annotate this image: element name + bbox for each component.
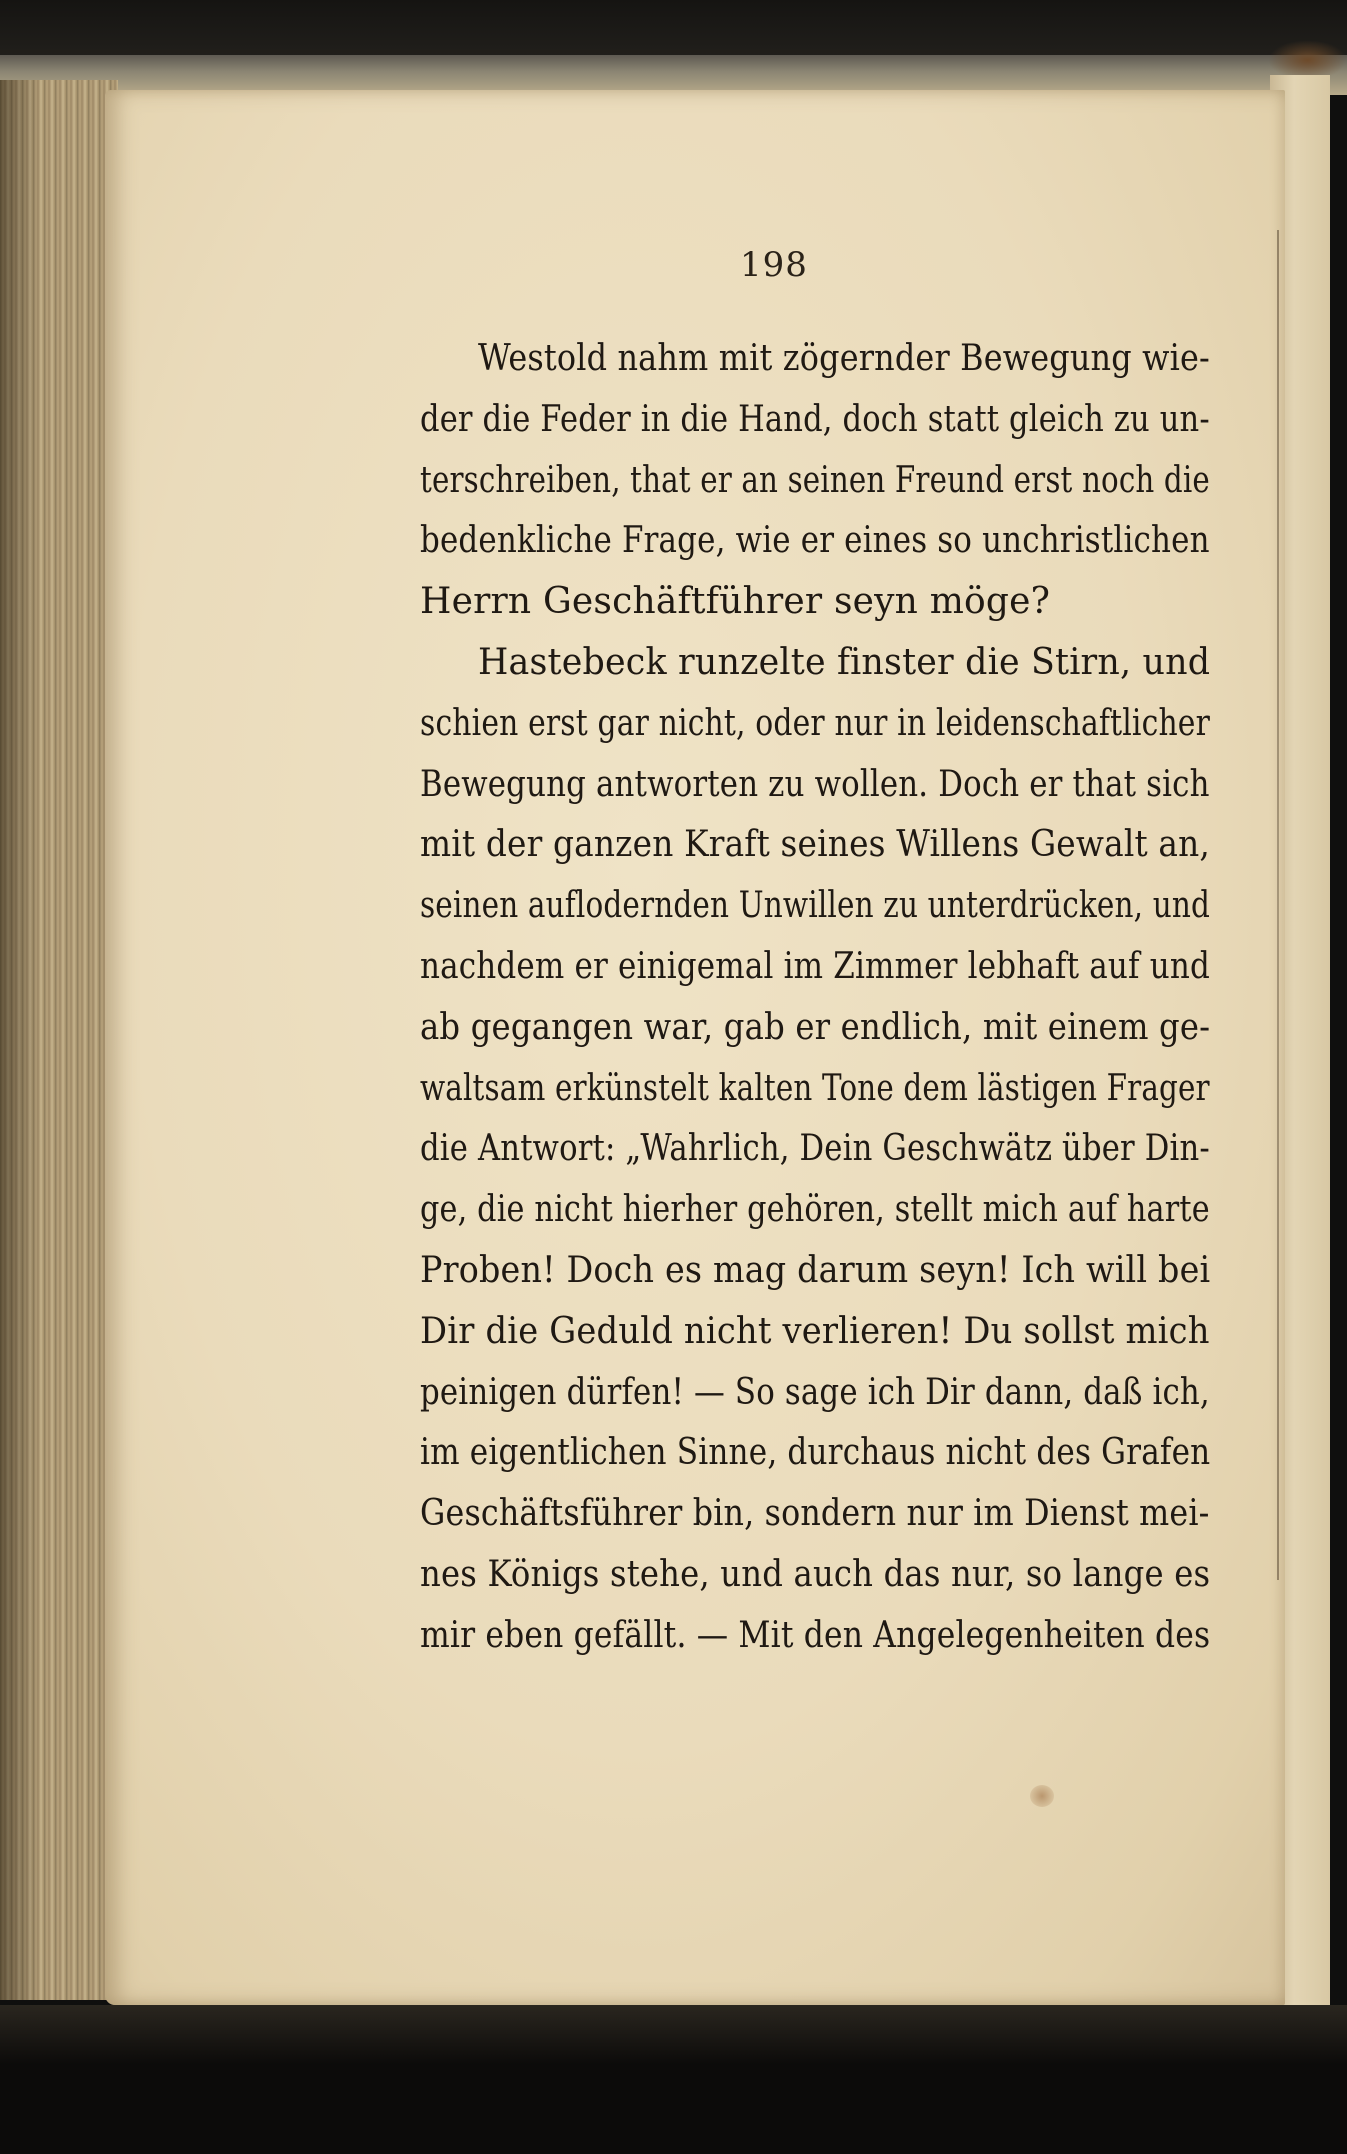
text-line: ab gegangen war, gab er endlich, mit einem ge-: [420, 1006, 1211, 1048]
text-line: der die Feder in die Hand, doch statt gleich zu un-: [420, 398, 1210, 440]
text-line: mir eben gefällt. — Mit den Angelegenheiten des: [420, 1614, 1211, 1656]
text-line: ge, die nicht hierher gehören, stellt mich auf harte: [420, 1189, 1210, 1231]
text-line: waltsam erkünstelt kalten Tone dem lästigen Frager: [420, 1067, 1210, 1109]
text-line: mit der ganzen Kraft seines Willens Gewalt an,: [420, 824, 1211, 866]
text-line: im eigentlichen Sinne, durchaus nicht des Grafen: [420, 1432, 1211, 1474]
text-line: Geschäftsführer bin, sondern nur im Dienst mei-: [420, 1493, 1210, 1535]
text-line: nachdem er einigemal im Zimmer lebhaft auf und: [420, 946, 1210, 987]
bottom-background: [0, 2005, 1347, 2154]
text-line: Bewegung antworten zu wollen. Doch er that sich: [420, 763, 1210, 805]
text-line: terschreiben, that er an seinen Freund erst noch die: [420, 459, 1210, 501]
text-line: Hastebeck runzelte finster die Stirn, und: [478, 642, 1211, 683]
page-number: 198: [740, 245, 808, 285]
top-background: [0, 0, 1347, 62]
paper-stain: [1030, 1785, 1054, 1807]
text-line: peinigen dürfen! — So sage ich Dir dann, daß ich,: [420, 1371, 1210, 1413]
gutter-line: [1277, 230, 1279, 1580]
text-line: Dir die Geduld nicht verlieren! Du sollst mich: [420, 1310, 1210, 1352]
book-head-edge: [0, 55, 1347, 95]
text-line: Herrn Geschäftführer seyn möge?: [420, 581, 1051, 623]
text-line: die Antwort: „Wahrlich, Dein Geschwätz über Din-: [420, 1128, 1210, 1170]
text-line: bedenkliche Frage, wie er eines so unchristlichen: [420, 520, 1210, 562]
page-fore-edge-shade: [0, 80, 40, 2000]
text-line: seinen auflodernden Unwillen zu unterdrücken, und: [420, 885, 1211, 927]
text-line: Westold nahm mit zögernder Bewegung wie-: [478, 338, 1210, 379]
text-line: schien erst gar nicht, oder nur in leidenschaftlicher: [420, 702, 1211, 744]
text-line: Proben! Doch es mag darum seyn! Ich will bei: [420, 1250, 1211, 1291]
corner-stain: [1268, 40, 1347, 80]
text-line: nes Königs stehe, und auch das nur, so lange es: [420, 1554, 1211, 1595]
